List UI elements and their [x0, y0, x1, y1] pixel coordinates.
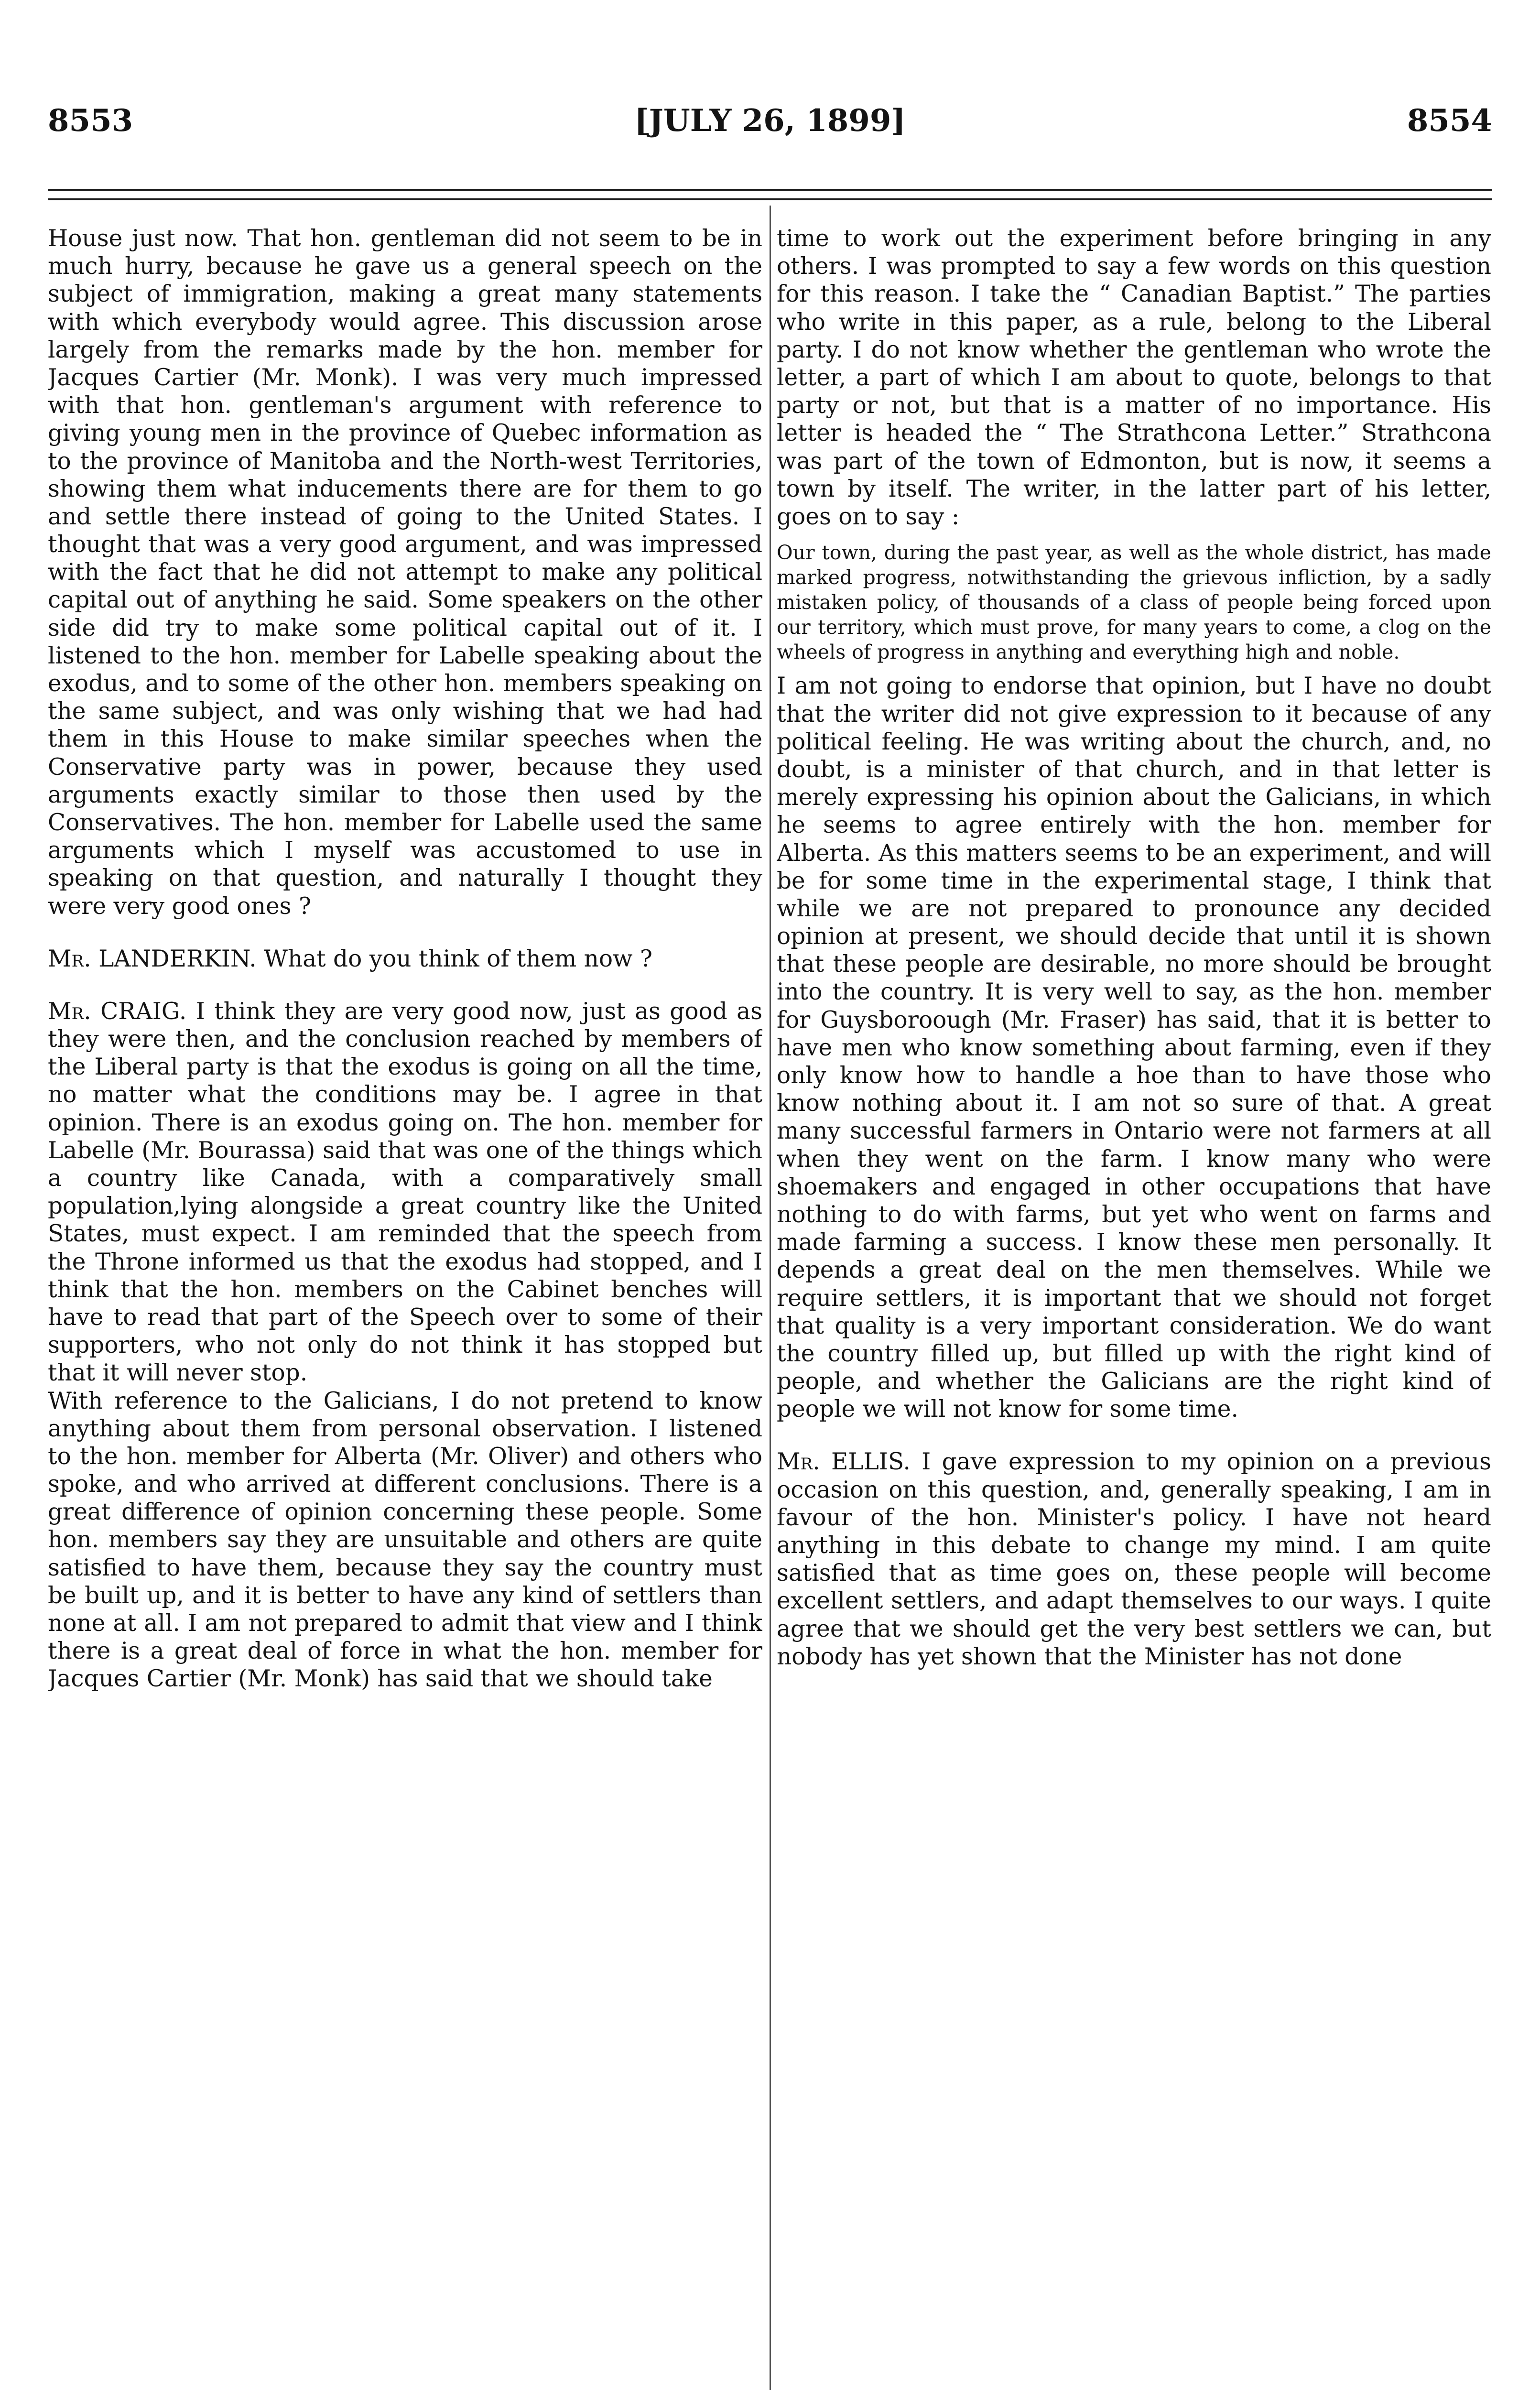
speech-text: What do you think of them now ?: [264, 945, 653, 972]
paragraph: time to work out the experiment before bringing in any others. I was prompted to say a few words on this question for this reason. I take the “ Canadian Baptist.” The parties who write in this paper, as a rule, belong to the Liberal party. I do not know whether the gentleman who wrote the letter, a part of which I am about to quote, belongs to that party or not, but that is a matter of no importance. His letter is headed the “ The Strathcona Letter.” Strathcona was part of the town of Edmonton, but is now, it seems a town by itself. The writer, in the latter part of his letter, goes on to say :: [777, 225, 1491, 530]
page-date: [JULY 26, 1899]: [634, 103, 906, 139]
left-column: [48, 225, 762, 2390]
header-rule-top: [48, 189, 1492, 191]
right-column: [777, 225, 1491, 2390]
speech-text: I gave expression to my opinion on a previous occasion on this question, and, generally speaking, I am in favour of the hon. Minister's policy. I have not heard anything in this debate to change my mind. I am quite satisfied that as time goes on, these people will become excellent settlers, and adapt themselves to our ways. I quite agree that we should get the very best settlers we can, but nobody has yet shown that the Minister has not done: [777, 1448, 1491, 1670]
header-rule-bottom: [48, 198, 1492, 200]
paragraph: I am not going to endorse that opinion, but I have no doubt that the writer did not give expression to it because of any political feeling. He was writing about the church, and, no doubt, is a minister of that church, and in that letter is merely expressing his opinion about the Galicians, in which he seems to agree entirely with the hon. member for Alberta. As this matters seems to be an experiment, and will be for some time in the experimental stage, I think that while we are not prepared to pronounce any decided opinion at present, we should decide that until it is shown that these people are desirable, no more should be brought into the country. It is very well to say, as the hon. member for Guysboroough (Mr. Fraser) has said, that it is better to have men who know something about farming, even if they only know how to handle a hoe than to have those who know nothing about it. I am not so sure of that. A great many successful farmers in Ontario were not farmers at all when they went on the farm. I know many who were shoemakers and engaged in other occupations that have nothing to do with farms, but yet who went on farms and made farming a success. I know these men personally. It depends a great deal on the men themselves. While we require settlers, it is important that we should not forget that quality is a very important consideration. We do want the country filled up, but filled up with the right kind of people, and whether the Galicians are the right kind of people we will not know for some time.: [777, 673, 1491, 1423]
speaker-name: Mr. ELLIS.: [777, 1448, 911, 1476]
speech-text: I think they are very good now, just as good as they were then, and the conclusion reached by members of the Liberal party is that the exodus is going on all the time, no matter what the conditions may be. I agree in that opinion. There is an exodus going on. The hon. member for Labelle (Mr. Bourassa) said that was one of the things which a country like Canada, with a comparatively small population,lying alongside a great country like the United States, must expect. I am reminded that the speech from the Throne informed us that the exodus had stopped, and I think that the hon. members on the Cabinet benches will have to read that part of the Speech over to some of their supporters, who not only do not think it has stopped but that it will never stop.: [48, 998, 762, 1387]
speech-landerkin: [48, 945, 762, 973]
column-divider: [770, 206, 771, 2390]
paragraph: House just now. That hon. gentleman did not seem to be in much hurry, because he gave us a general speech on the subject of immigration, making a great many statements with which everybody would agree. This discussion arose largely from the remarks made by the hon. member for Jacques Cartier (Mr. Monk). I was very much impressed with that hon. gentleman's argument with reference to giving young men in the province of Quebec information as to the province of Manitoba and the North-west Territories, showing them what inducements there are for them to go and settle there instead of going to the United States. I thought that was a very good argument, and was impressed with the fact that he did not attempt to make any political capital out of anything he said. Some speakers on the other side did try to make some political capital out of it. I listened to the hon. member for Labelle speaking about the exodus, and to some of the other hon. members speaking on the same subject, and was only wishing that we had had them in this House to make similar speeches when the Conservative party was in power, because they used arguments exactly similar to those then used by the Conservatives. The hon. member for Labelle used the same arguments which I myself was accustomed to use in speaking on that question, and naturally I thought they were very good ones ?: [48, 225, 762, 920]
speaker-name: Mr. CRAIG.: [48, 998, 187, 1025]
quoted-letter: Our town, during the past year, as well as the whole district, has made marked progress, notwithstanding the grievous infliction, by a sadly mistaken policy, of thousands of a class of people being forced upon our territory, which must prove, for many years to come, a clog on the wheels of progress in anything and everything high and noble.: [777, 541, 1491, 664]
speech-craig: [48, 998, 762, 1387]
page-header: [48, 103, 1492, 155]
speaker-name: Mr. LANDERKIN.: [48, 945, 257, 972]
page-number-left: 8553: [48, 103, 133, 139]
paragraph: With reference to the Galicians, I do not pretend to know anything about them from personal observation. I listened to the hon. member for Alberta (Mr. Oliver) and others who spoke, and who arrived at different conclusions. There is a great difference of opinion concerning these people. Some hon. members say they are unsuitable and others are quite satisfied to have them, because they say the country must be built up, and it is better to have any kind of settlers than none at all. I am not prepared to admit that view and I think there is a great deal of force in what the hon. member for Jacques Cartier (Mr. Monk) has said that we should take: [48, 1387, 762, 1693]
speech-ellis: [777, 1448, 1491, 1671]
page-number-right: 8554: [1407, 103, 1492, 139]
